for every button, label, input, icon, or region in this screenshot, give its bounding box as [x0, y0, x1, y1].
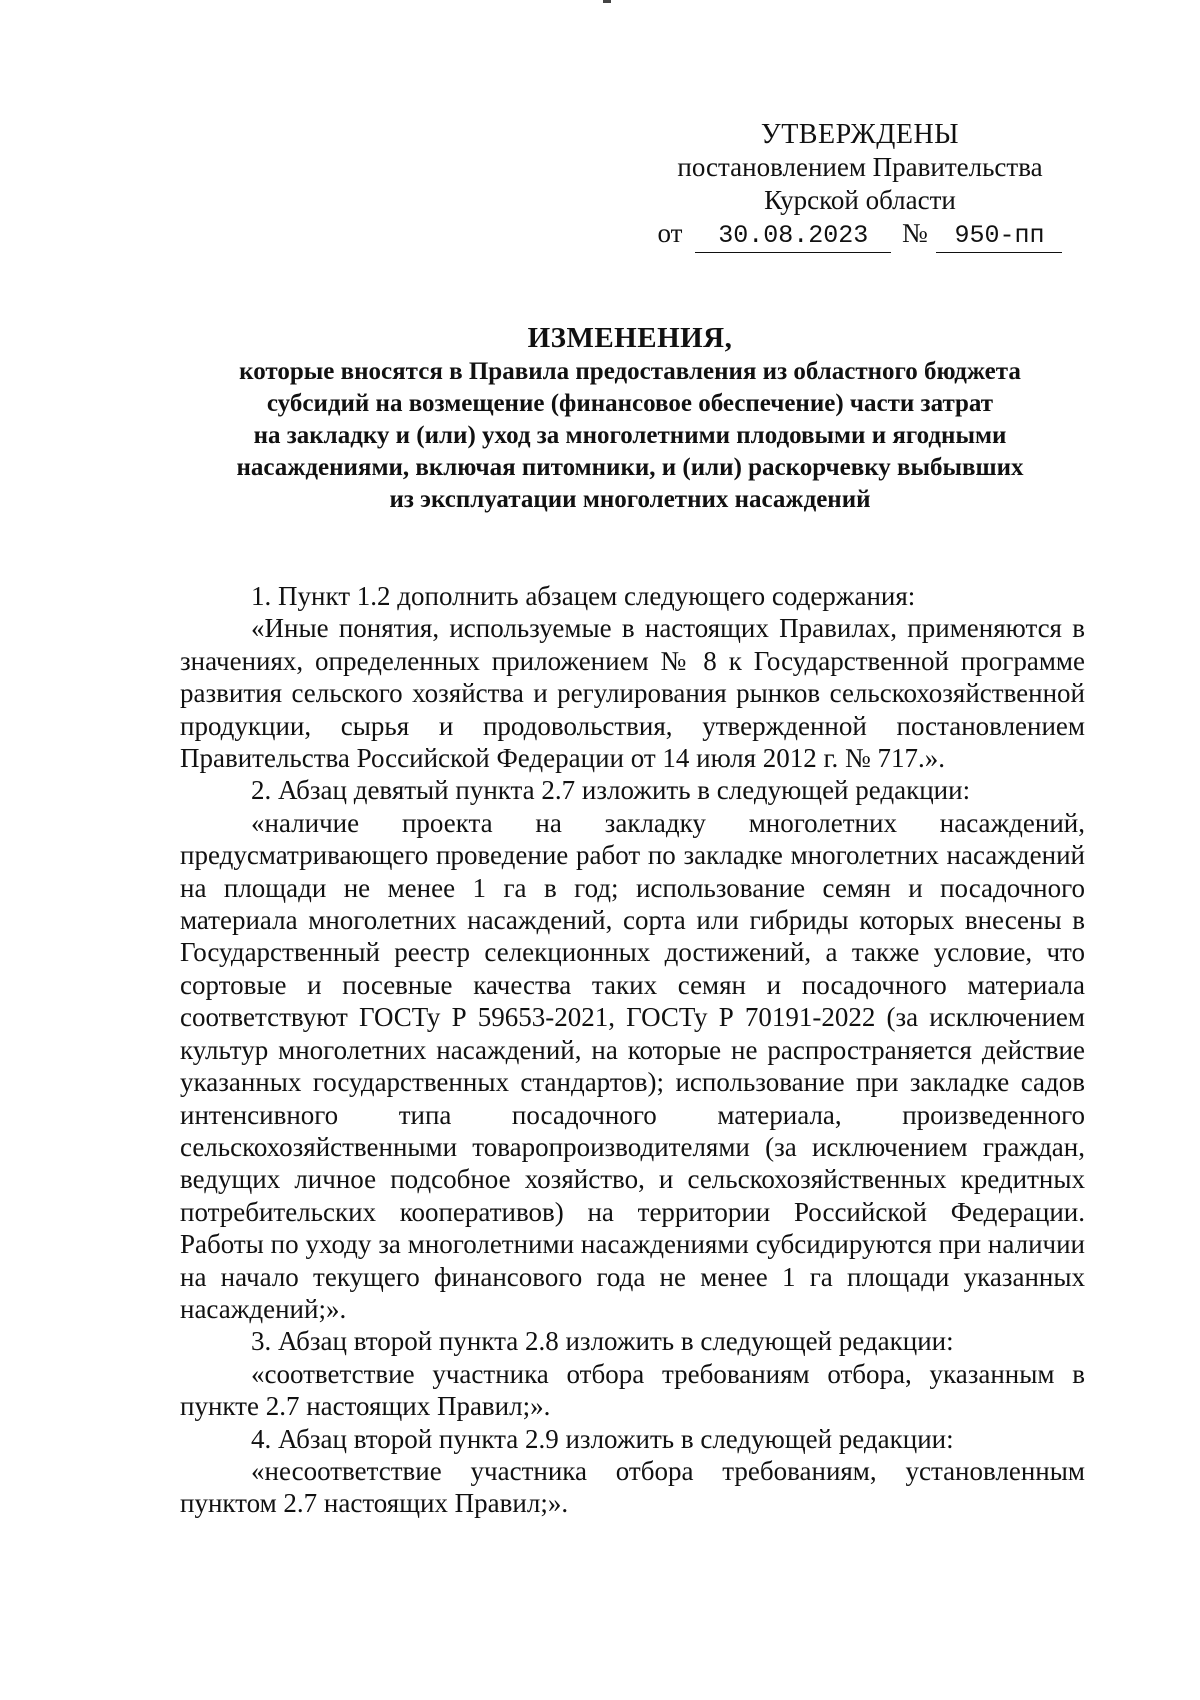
approval-heading: УТВЕРЖДЕНЫ — [760, 119, 960, 150]
item-1-heading: 1. Пункт 1.2 дополнить абзацем следующего содержания: — [251, 581, 916, 611]
approval-number: 950-пп — [936, 219, 1062, 253]
title-subtitle-line: которые вносятся в Правила предоставления из областного бюджета — [239, 358, 1021, 385]
title-subtitle-line: субсидий на возмещение (финансовое обеспечение) части затрат — [266, 390, 994, 417]
document-title — [170, 320, 1090, 516]
number-sign: № — [901, 218, 928, 248]
title-subtitle-line: из эксплуатации многолетних насаждений — [389, 486, 871, 513]
item-3-heading: 3. Абзац второй пункта 2.8 изложить в следующей редакции: — [251, 1326, 954, 1357]
date-prefix: от — [657, 218, 683, 248]
title-subtitle — [170, 356, 1090, 516]
title-main: ИЗМЕНЕНИЯ, — [527, 322, 733, 354]
approval-line-2: Курской области — [764, 185, 956, 215]
approval-date: 30.08.2023 — [695, 219, 891, 253]
approval-line-1: постановлением Правительства — [677, 152, 1043, 182]
item-1-text: «Иные понятия, используемые в настоящих Правилах, применяются в значениях, определенных приложением № 8 к Государственной программе развития сельского хозяйства и регулирования рынков сельскохозяйственной продукции, сырья и продовольствия, утвержденной постановлением Правительства Российской Федерации от 14 июля 2012 г. № 717.». — [180, 613, 1085, 774]
item-4-text: «несоответствие участника отбора требованиям, установленным пунктом 2.7 настоящих Правил;». — [180, 1455, 1085, 1519]
scan-mark — [603, 0, 611, 3]
item-2-text: «наличие проекта на закладку многолетних насаждений, предусматривающего проведение работ по закладке многолетних насаждений на площади не менее 1 га в год; использование семян и посадочного материала многолетних насаждений, сорта или гибриды которых внесены в Государственный реестр селекционных достижений, а также условие, что сортовые и посевные качества таких семян и посадочного материала соответствуют ГОСТу Р 59653-2021, ГОСТу Р 70191-2022 (за исключением культур многолетних насаждений, на которые не распространяется действие указанных государственных стандартов); использование при закладке садов интенсивного типа посадочного материала, произведенного сельскохозяйственными товаропроизводителями (за исключением граждан, ведущих личное подсобное хозяйство, и сельскохозяйственных кредитных потребительских кооперативов) на территории Российской Федерации. Работы по уходу за многолетними насаждениями субсидируются при наличии на начало текущего финансового года не менее 1 га площади указанных насаждений;». — [180, 807, 1085, 1324]
title-subtitle-line: на закладку и (или) уход за многолетними плодовыми и ягодными — [253, 422, 1007, 449]
document-body — [180, 580, 1085, 1520]
title-subtitle-line: насаждениями, включая питомники, и (или) раскорчевку выбывших — [236, 454, 1024, 481]
approval-date-line — [640, 217, 1080, 253]
item-2-heading: 2. Абзац девятый пункта 2.7 изложить в следующей редакции: — [251, 775, 971, 806]
item-4-heading: 4. Абзац второй пункта 2.9 изложить в следующей редакции: — [251, 1423, 954, 1454]
approval-stamp — [640, 118, 1080, 253]
item-3-text: «соответствие участника отбора требованиям отбора, указанным в пункте 2.7 настоящих Правил;». — [180, 1358, 1085, 1422]
